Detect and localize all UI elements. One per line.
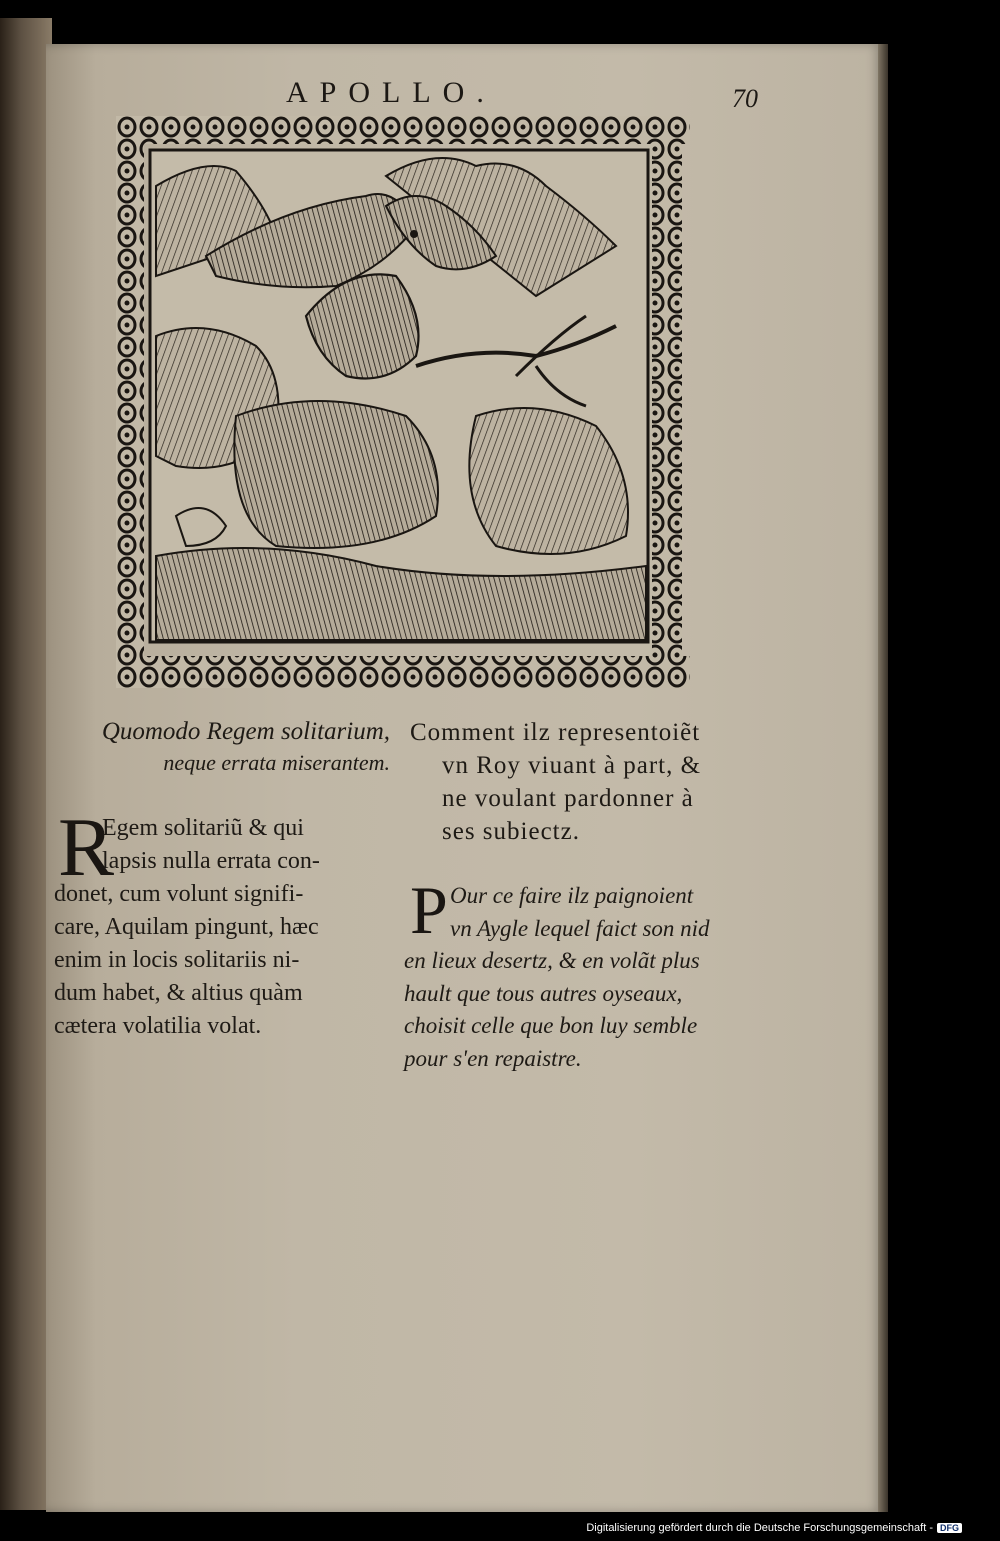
- latin-body-line: Egem solitariũ & qui: [102, 815, 304, 841]
- latin-body-line: care, Aquilam pingunt, hæc: [54, 914, 319, 940]
- french-caption-line: ses subiectz.: [442, 818, 580, 845]
- funding-footer: [586, 1522, 962, 1534]
- page-edge: [878, 44, 888, 1512]
- latin-caption-line-2: neque errata miserantem.: [163, 750, 390, 775]
- latin-caption: [52, 716, 390, 778]
- french-caption-line: Comment ilz representoiẽt: [410, 719, 701, 746]
- french-body-line: hault que tous autres oyseaux,: [404, 980, 683, 1006]
- latin-body-line: donet, cum volunt signifi-: [54, 881, 304, 907]
- french-caption-line: ne voulant pardonner à: [442, 785, 694, 812]
- french-body-line: vn Aygle lequel faict son nid: [450, 915, 710, 941]
- woodcut-eagle-image: [116, 116, 690, 688]
- french-caption-line: vn Roy viuant à part, &: [442, 752, 702, 779]
- french-body-line: pour s'en repaistre.: [404, 1045, 582, 1071]
- latin-caption-line-1: Quomodo Regem solitarium,: [101, 718, 390, 745]
- french-caption: [410, 716, 770, 848]
- latin-body-line: cætera volatilia volat.: [54, 1013, 262, 1039]
- french-drop-cap: P: [410, 872, 448, 948]
- bleed-through-texture: [70, 1080, 860, 1370]
- latin-body-line: enim in locis solitariis ni-: [54, 947, 300, 973]
- page-number: 70: [732, 84, 758, 113]
- latin-body-line: dum habet, & altius quàm: [54, 980, 303, 1006]
- dfg-logo[interactable]: DFG: [937, 1523, 962, 1533]
- latin-drop-cap: R: [58, 801, 115, 894]
- funding-note: Digitalisierung gefördert durch die Deutsche Forschungsgemeinschaft -: [586, 1522, 933, 1534]
- latin-body-text: [54, 812, 394, 1043]
- running-head: APOLLO.: [286, 76, 496, 109]
- french-body-text: [404, 880, 770, 1075]
- latin-body-line: lapsis nulla errata con-: [102, 848, 320, 874]
- french-body-line: choisit celle que bon luy semble: [404, 1013, 698, 1038]
- book-spine: [0, 18, 52, 1510]
- french-body-line: Our ce faire ilz paignoient: [450, 883, 694, 908]
- french-body-line: en lieux desertz, & en volãt plus: [404, 948, 700, 973]
- woodcut-illustration: [116, 116, 690, 688]
